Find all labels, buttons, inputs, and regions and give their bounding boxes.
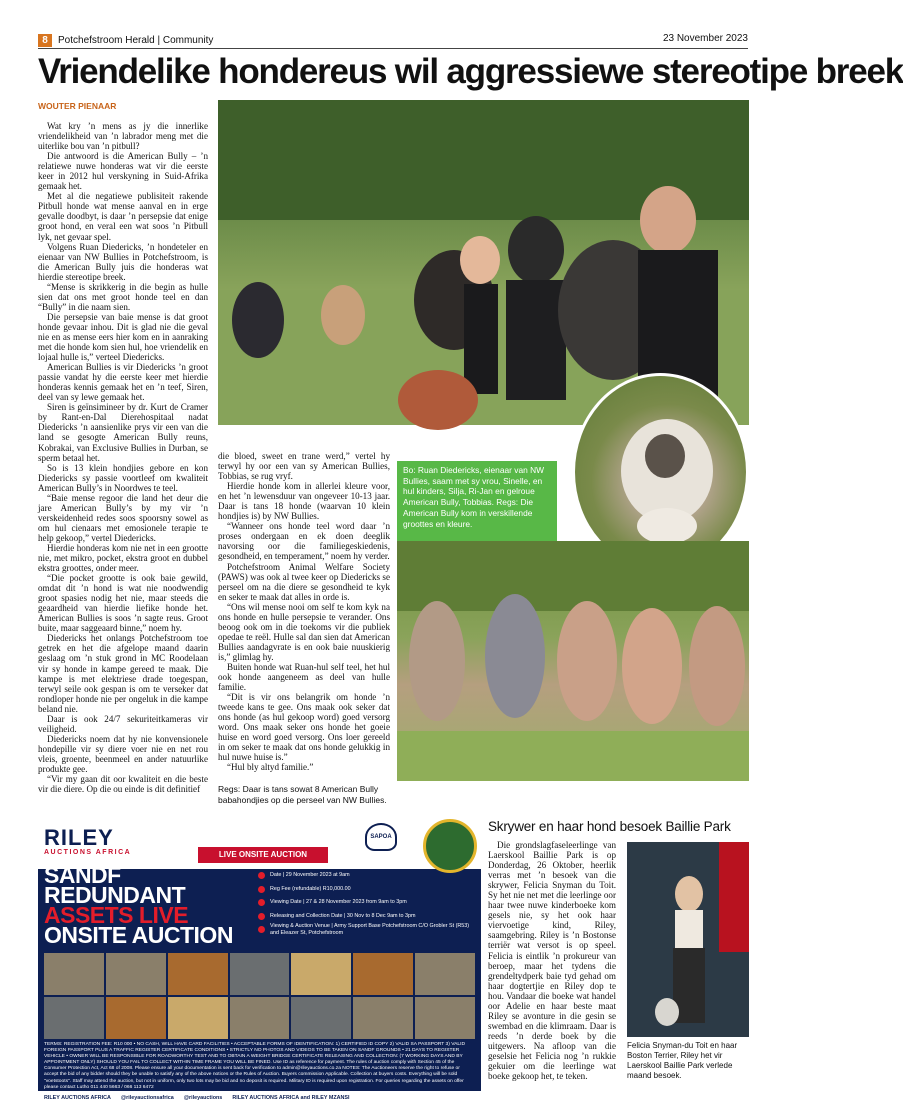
- sidebar-photo-caption: Felicia Snyman-du Toit en haar Boston Terrier, Riley het vir Laerskool Baillie Park verlede maand besoek.: [627, 1041, 738, 1080]
- ad-details-list: [258, 869, 478, 937]
- paragraph: Met al die negatiewe publisiteit rakende Pitbull honde wat mense aanval en in erge gevalle doodbyt, is daar ’n persepsie dat enige groot hond, en veral een wat soos ’n Pitbull lyk, net gevaar spel.: [38, 191, 208, 242]
- vehicle-thumbnail: [415, 953, 475, 995]
- paragraph: “Wanneer ons honde teel word daar ’n proses ondergaan en ek doen deeglik navorsing oor die familiegeskiedenis, gesondheid, en temperament,” noem hy verder.: [218, 521, 390, 562]
- sandf-emblem-icon: [423, 819, 477, 873]
- author-with-dog-photo: [627, 842, 749, 1037]
- paragraph: Wat kry ’n mens as jy die innerlike vriendelikheid van ’n labrador meng met die uiterlike bou van ’n pitbull?: [38, 121, 208, 152]
- photo-caption-puppies: Regs: Daar is tans sowat 8 American Bully babahondjies op die perseel van NW Bullies.: [218, 784, 387, 805]
- paragraph: Volgens Ruan Diedericks, ’n hondeteler en eienaar van NW Bullies in Potchefstroom, is die American Bully juis die honderas wat hierdie stereotipe breek.: [38, 241, 208, 282]
- vehicle-thumbnail: [106, 997, 166, 1039]
- ad-detail-item: Date | 29 November 2023 at 9am: [258, 869, 478, 883]
- article-column-1: [38, 121, 208, 795]
- paragraph: Die antwoord is die American Bully – ’n relatiewe nuwe honderas wat vir die eerste keer in 2012 hul verskyning in Suid-Afrika gemaak het.: [38, 151, 208, 192]
- vehicle-thumbnail: [44, 997, 104, 1039]
- paragraph: Die persepsie van baie mense is dat groot honde gevaar inhou. Dit is glad nie die geval nie en as mense eers hier kom en in aanraking met die honde kom sien hul, hoe vriendelik en lojaal hulle is,” verteel Diedericks.: [38, 311, 208, 363]
- vehicle-thumbnail: [168, 953, 228, 995]
- ad-footer: [38, 1091, 481, 1105]
- author-illustration: [627, 842, 749, 1037]
- paragraph: “Vir my gaan dit oor kwaliteit en die beste vir die diere. Op die ou einde is dit definitief: [38, 774, 208, 795]
- section-label: Potchefstroom Herald | Community: [58, 34, 214, 46]
- paragraph: Buiten honde wat Ruan-hul self teel, het hul ook honde aangeneem as deel van hulle familie.: [218, 661, 390, 693]
- page-number: 8: [38, 34, 52, 47]
- vehicle-thumbnail: [353, 997, 413, 1039]
- paragraph: “Mense is skrikkerig in die begin as hulle sien dat ons met groot honde teel en dan “Bully” in die naam sien.: [38, 281, 208, 312]
- ad-detail-item: Reg Fee (refundable) R10,000.00: [258, 883, 478, 897]
- ad-title-line: ONSITE AUCTION: [44, 922, 233, 948]
- page-header: [38, 33, 748, 47]
- paragraph: Diedericks het onlangs Potchefstroom toe getrek en het die afgelope maand daarin geslaag om ’n stuk grond in MC Roodelaan vir sy honde in kampe gereed te maak. Die kampe is met elektriese drade toegespan, terwyl seile ook gespan is om te verseker dat rondloper honde nie per ongeluk in die kampe beland nie.: [38, 633, 208, 714]
- sidebar-body: [488, 840, 616, 1108]
- article-headline: Vriendelike hondereus wil aggressiewe stereotipe breek: [38, 52, 903, 91]
- paragraph: So is 13 klein hondjies gebore en kon Diedericks sy passie voortleef om kwaliteit American Bully’s in Noordwes te teel.: [38, 462, 208, 493]
- vehicle-thumbnail: [291, 953, 351, 995]
- puppies-photo: [397, 541, 749, 781]
- paragraph: Hierdie honde kom in allerlei kleure voor, en het ’n lewensduur van ongeveer 10-13 jaar. Daar is tans 18 honde (waarvan 10 klein hondjies is) by NW Bullies.: [218, 481, 390, 522]
- photo-caption-top: Bo: Ruan Diedericks, eienaar van NW Bullies, saam met sy vrou, Sinelle, en hul kinders, Silja, Ri-Jan en gelroue American Bully, Tobbias. Regs: Die American Bully kom in verskillende groottes en kleure.: [397, 461, 557, 541]
- paragraph: Hierdie honderas kom nie net in een grootte nie, met mikro, pocket, ekstra groot en dubbel ekstra groottes, onder meer.: [38, 542, 208, 574]
- sidebar-headline: Skrywer en haar hond besoek Baillie Park: [488, 819, 731, 834]
- ad-brand-sub: AUCTIONS AFRICA: [44, 849, 132, 856]
- article-byline: WOUTER PIENAAR: [38, 101, 117, 111]
- paragraph: “Baie mense regoor die land het deur die jare American Bully’s by my vir ’n verskeidenheid redes soos spoorsny sowel as om hul cienaars met emosionele terapie te help gekoop,” vertel Diedericks.: [38, 492, 208, 543]
- ad-title: [44, 862, 233, 948]
- puppies-illustration: [397, 541, 749, 781]
- ad-title-line: ASSETS LIVE: [44, 902, 189, 928]
- ad-title-line: SANDF: [44, 862, 121, 888]
- vehicle-thumbnail: [230, 997, 290, 1039]
- issue-date: 23 November 2023: [662, 33, 748, 44]
- ad-vehicle-photos: [44, 953, 475, 1039]
- paragraph: “Hul bly altyd familie.”: [227, 762, 314, 773]
- vehicle-thumbnail: [106, 953, 166, 995]
- facebook-handle[interactable]: RILEY AUCTIONS AFRICA: [44, 1095, 111, 1101]
- ad-brand: RILEY: [44, 825, 114, 850]
- vehicle-thumbnail: [353, 953, 413, 995]
- ad-detail-item: Releasing and Collection Date | 30 Nov to 8 Dec 9am to 3pm: [258, 910, 478, 924]
- ad-detail-item: Viewing & Auction Venue | Army Support Base Potchefstroom C/O Grobler St (R53) and Eleazer St, Potchefstroom: [258, 923, 478, 937]
- paragraph: Potchefstroom Animal Welfare Society (PAWS) was ook al twee keer op Diedericks se perseel om na die diere se gesondheid te kyk en seker te maak dat alles in orde is.: [218, 561, 390, 602]
- paragraph: Siren is geïnsimineer by dr. Kurt de Cramer by Rant-en-Dal Dierehospitaal nadat Diedericks ’n aansienlike prys vir een van die land se gesogte American Bully reuns, Kobrakai, van Exclusive Bullies in Durban, se sperm betaal het.: [38, 402, 208, 463]
- vehicle-thumbnail: [415, 997, 475, 1039]
- paragraph: “Die pocket grootte is ook baie gewild, omdat dit ’n hond is wat nie noodwendig groot spasies nodig het nie, maar steeds die geaardheid van hierdie liefike honde het. American Bullies is soos ’n sagte reus. Groot buite, maar saggeaard binne,” noem hy.: [38, 573, 208, 634]
- twitter-handle[interactable]: @rileyauctions: [183, 1095, 223, 1101]
- paragraph: “Ons wil mense nooi om self te kom kyk na ons honde en hulle persepsie te verander. Ons beoog ook om in die toekoms vir die publiek opedae te reël. Hulle sal dan sien dat American Bullies aandagvrate is en ook baie nuuskierig is,” glimlag hy.: [218, 601, 390, 662]
- paragraph: Die grondslagfaseleerlinge van Laerskool Baillie Park is op Donderdag, 26 Oktober, heerlik verras met ’n besoek van die skrywer, Felicia Snyman du Toit. Sy het nie net met die leerlinge oor haar twee nuwe kinderboeke kom gesels nie, sy het ook haar viervoetige kind, Riley, saamgebring. Riley is ’n Bostonse terriër wat versot is op speel. Felicia is eintlik ’n prokureur van beroep, maar het tydens die grendeltydperk baie tyd gehad om haar dogtertjie en Riley dop te hou. Vandaar die boeke wat handel oor Adelie en haar beste maat Riley se avonture in die gesin se swembad en die klimraam. Daar is reeds ’n derde boek by die uitgewers. Na afloop van die geselsie het Felicia nog ’n rukkie gekuier om die leerlinge wat boeke gekoop het, te teken.: [488, 840, 616, 1082]
- vehicle-thumbnail: [291, 997, 351, 1039]
- article-column-2: [218, 451, 390, 781]
- ad-title-line: REDUNDANT: [44, 882, 186, 908]
- paragraph: Diedericks noem dat hy nie konvensionele hondepille vir sy diere voer nie en net rou vleis, groente, beenmeel en ander natuurlike produkte gee.: [38, 733, 208, 774]
- facebook-pages[interactable]: RILEY AUCTIONS AFRICA and RILEY MZANSI: [232, 1095, 350, 1101]
- bully-illustration: [575, 376, 746, 568]
- vehicle-thumbnail: [44, 953, 104, 995]
- paragraph: American Bullies is vir Diedericks ’n groot passie vandat hy die eerste keer met hierdie honderas kennis gemaak het en ’n teef, Siren, deel van sy lewe gemaak het.: [38, 362, 208, 403]
- vehicle-thumbnail: [168, 997, 228, 1039]
- paragraph: “Dit is vir ons belangrik om honde ’n tweede kans te gee. Ons maak ook seker dat ons honde (as hul gekoop word) goed versorg word. Ons maak seker ons honde het goeie huise en word goed versorg. Ons loer gereeld in om seker te maak dat ons honde gelukkig in hul nuwe huise is.”: [218, 692, 390, 763]
- paragraph: Daar is ook 24/7 sekuriteitkameras vir veiligheid.: [38, 713, 208, 734]
- riley-logo: [44, 825, 131, 856]
- paragraph: die bloed, sweet en trane werd,” vertel hy terwyl hy oor een van sy American Bullies, Tobbias, se rug vryf.: [218, 451, 390, 482]
- instagram-handle[interactable]: @rileyauctionsafrica: [120, 1095, 174, 1101]
- ad-detail-item: Viewing Date | 27 & 28 November 2023 from 9am to 3pm: [258, 896, 478, 910]
- ad-live-label: LIVE ONSITE AUCTION: [198, 847, 328, 863]
- sapoa-logo: SAPOA: [365, 823, 397, 851]
- header-rule: [38, 48, 748, 49]
- ad-terms: TERMS: REGISTRATION FEE: R10 000 • NO CASH, WILL HAVE CARD FACILITIES • ACCEPTABLE FORMS OF IDENTIFICATION: 1) CERTIFIED ID COPY 2) VALID SA PASSPORT 3) VALID FOREIGN PASSPORT PLUS A TRAFFIC REGISTER CERTIFICATE CONDITIONS • STRICTLY NO PHOTOS AND VIDEOS TO BE TAKEN ON SANDF GROUNDS • 21 DAYS TO REGISTER VEHICLE • OWNER WILL BE RESPONSIBLE FOR ROADWORTHY TEST AND TO OBTAIN A WEIGHT BRIDGE CERTIFICATE RELEASING AND COLLECTION: (7 WORKING DAYS AND BY APPOINTMENT ONLY) SHOULD YOU FAIL TO COLLECT WITHIN TIME FRAME YOU WILL BE FINED. Use ID as reference for payment. The rules of auction comply with Section 45 of the Consumer Protection Act, Act 68 of 2008. Please ensure all your documentation is sent back for verification to admin@rileyauctions.co.za NOTES: The Auctioneers reserve the right to refuse or accept the bid of any bidder should they be unable to satisfy any of the above notices or the Rules of Auction. Buyers commission Applicable. Collection at buyers costs. Everything will be sold "voetstoots". Staff may attend the auction, but not in uniform, only two lots may be bid and no deposit is required. Military ID is required upon registration. For queries regarding the assets on offer please contact Lutho 011 440 5663 / 066 113 6472: [44, 1042, 466, 1090]
- auction-advertisement[interactable]: [38, 817, 481, 1105]
- vehicle-thumbnail: [230, 953, 290, 995]
